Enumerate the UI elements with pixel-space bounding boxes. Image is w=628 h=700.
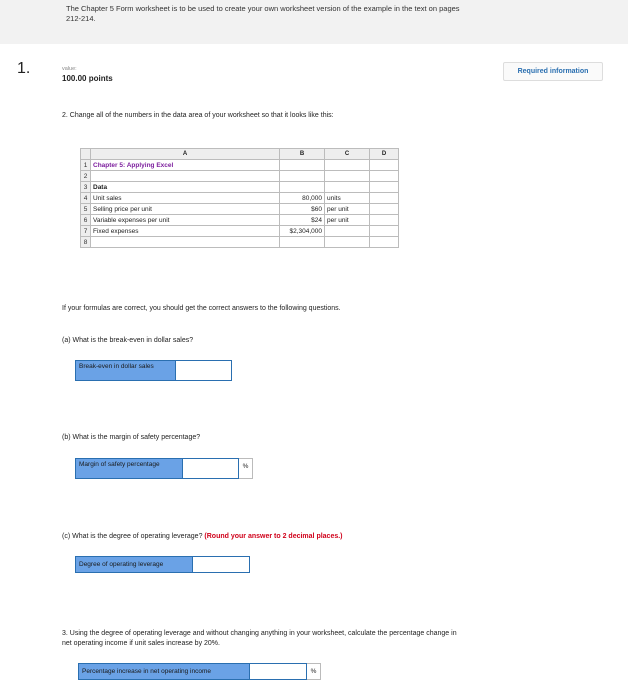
cell (370, 182, 399, 193)
cell (370, 226, 399, 237)
table-row (81, 226, 399, 237)
cell: 80,000 (280, 193, 325, 204)
table-row (81, 171, 399, 182)
step-2-text: 2. Change all of the numbers in the data area of your worksheet so that it looks like this: (62, 112, 334, 119)
cell: per unit (325, 204, 370, 215)
table-row (81, 237, 399, 248)
table-row (81, 215, 399, 226)
row-number: 6 (81, 215, 91, 226)
header-bar (0, 0, 628, 44)
break-even-answer-row (75, 360, 232, 381)
noi-increase-label: Percentage increase in net operating income (78, 663, 250, 680)
row-number: 3 (81, 182, 91, 193)
question-b-text: (b) What is the margin of safety percentage? (62, 434, 201, 441)
worksheet-table (80, 148, 399, 248)
break-even-input[interactable] (176, 360, 232, 381)
table-row (81, 182, 399, 193)
cell (325, 237, 370, 248)
table-row (81, 204, 399, 215)
step-3-text: 3. Using the degree of operating leverage and without changing anything in your worksheet, calculate the percentage change in net operating income if unit sales increase by 20%. (62, 630, 457, 647)
points-value: 100.00 points (62, 74, 113, 83)
cell: $60 (280, 204, 325, 215)
break-even-label: Break-even in dollar sales (75, 360, 176, 381)
cell (325, 226, 370, 237)
cell: Variable expenses per unit (91, 215, 280, 226)
rounding-note: (Round your answer to 2 decimal places.) (204, 533, 343, 540)
cell: Unit sales (91, 193, 280, 204)
question-a-text: (a) What is the break-even in dollar sales? (62, 337, 194, 344)
column-header: A (91, 149, 280, 160)
cell (370, 204, 399, 215)
cell (370, 160, 399, 171)
margin-of-safety-input[interactable] (183, 458, 239, 479)
operating-leverage-input[interactable] (193, 556, 250, 573)
noi-increase-input[interactable] (250, 663, 307, 680)
question-c-text (62, 532, 343, 542)
row-number: 2 (81, 171, 91, 182)
cell (370, 215, 399, 226)
table-row (81, 160, 399, 171)
noi-increase-answer-row (78, 663, 321, 680)
cell (280, 160, 325, 171)
cell (370, 193, 399, 204)
cell: Chapter 5: Applying Excel (91, 160, 280, 171)
row-number: 1 (81, 160, 91, 171)
row-number: 5 (81, 204, 91, 215)
operating-leverage-label: Degree of operating leverage (75, 556, 193, 573)
corner-cell (81, 149, 91, 160)
cell (370, 171, 399, 182)
cell: units (325, 193, 370, 204)
cell: Selling price per unit (91, 204, 280, 215)
cell (280, 171, 325, 182)
table-row (81, 193, 399, 204)
cell: Fixed expenses (91, 226, 280, 237)
operating-leverage-answer-row (75, 556, 250, 573)
row-number: 8 (81, 237, 91, 248)
formulas-text: If your formulas are correct, you should get the correct answers to the following questions. (62, 305, 341, 312)
cell (325, 160, 370, 171)
cell (325, 182, 370, 193)
column-header: D (370, 149, 399, 160)
cell: per unit (325, 215, 370, 226)
margin-of-safety-label: Margin of safety percentage (75, 458, 183, 479)
question-number: 1. (17, 60, 31, 77)
value-label: value: (62, 66, 77, 72)
required-information-button[interactable]: Required information (503, 62, 603, 81)
cell: $2,304,000 (280, 226, 325, 237)
cell (325, 171, 370, 182)
cell: $24 (280, 215, 325, 226)
percent-unit: % (307, 663, 321, 680)
intro-text: The Chapter 5 Form worksheet is to be used to create your own worksheet version of the example in the text on pages 212-214. (66, 4, 460, 23)
cell: Data (91, 182, 280, 193)
column-header: B (280, 149, 325, 160)
cell (91, 237, 280, 248)
cell (91, 171, 280, 182)
cell (370, 237, 399, 248)
row-number: 4 (81, 193, 91, 204)
cell (280, 182, 325, 193)
cell (280, 237, 325, 248)
question-c-label: (c) What is the degree of operating leverage? (62, 533, 203, 540)
column-header: C (325, 149, 370, 160)
percent-unit: % (239, 458, 253, 479)
row-number: 7 (81, 226, 91, 237)
margin-of-safety-answer-row (75, 458, 253, 479)
